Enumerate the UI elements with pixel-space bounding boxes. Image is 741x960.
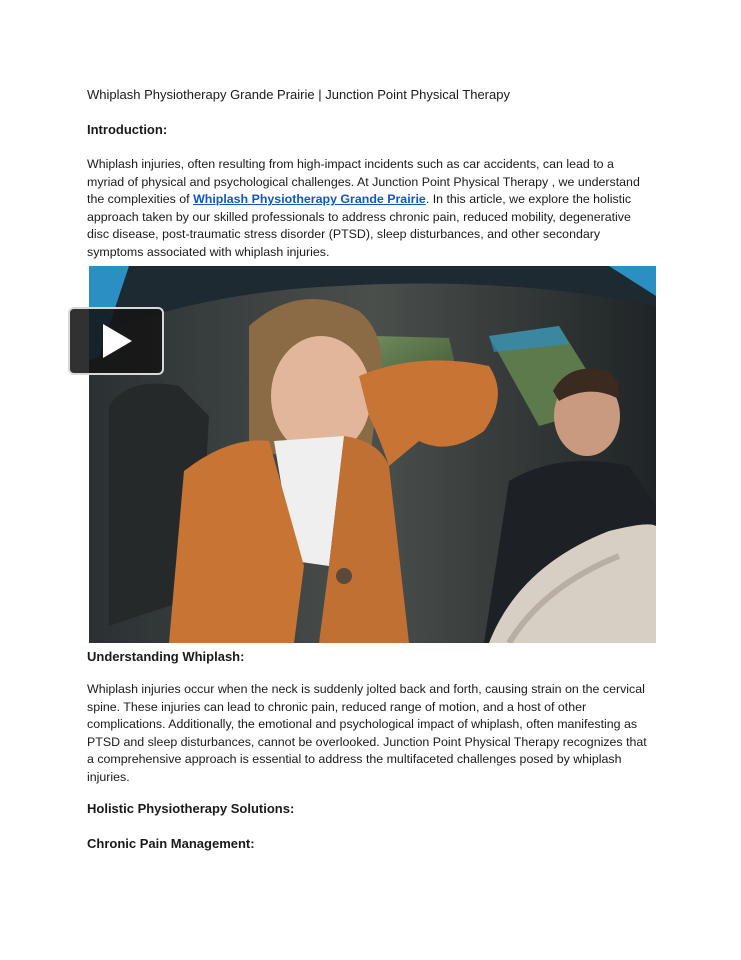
understanding-paragraph: Whiplash injuries occur when the neck is suddenly jolted back and forth, causing strain on the cervical spine. These injuries can lead to chronic pain, reduced range of motion, and a host of other complications. Additionally, the emotional and psychological impact of whiplash, often manifesting as PTSD and sleep disturbances, cannot be overlooked. Junction Point Physical Therapy recognizes that a comprehensive approach is essential to address the multifaceted challenges posed by whiplash injuries. bbox=[87, 682, 647, 784]
video-play-button[interactable] bbox=[68, 307, 164, 375]
whiplash-physio-link[interactable]: Whiplash Physiotherapy Grande Prairie bbox=[193, 192, 426, 207]
intro-heading: Introduction: bbox=[87, 122, 168, 137]
understanding-heading: Understanding Whiplash: bbox=[87, 649, 245, 664]
document-title: Whiplash Physiotherapy Grande Prairie | Junction Point Physical Therapy bbox=[87, 87, 510, 102]
intro-text-part2: . In this article, we explore the holistic approach taken by our skilled professionals to address chronic pain, reduced mobility, degenerative disc disease, post-traumatic stress disorder (PTSD), sleep disturbances, and other secondary symptoms associated with whiplash injuries. bbox=[87, 192, 632, 259]
intro-text-part1: Whiplash injuries, often resulting from high-impact incidents such as car accidents, can lead to a myriad of physical and psychological challenges. At Junction Point Physical Therapy , we understand the complexities of bbox=[87, 157, 640, 207]
intro-paragraph bbox=[87, 156, 649, 262]
holistic-heading: Holistic Physiotherapy Solutions: bbox=[87, 801, 295, 816]
whiplash-photo bbox=[89, 266, 656, 643]
play-icon bbox=[70, 309, 162, 373]
chronic-pain-heading: Chronic Pain Management: bbox=[87, 836, 255, 851]
